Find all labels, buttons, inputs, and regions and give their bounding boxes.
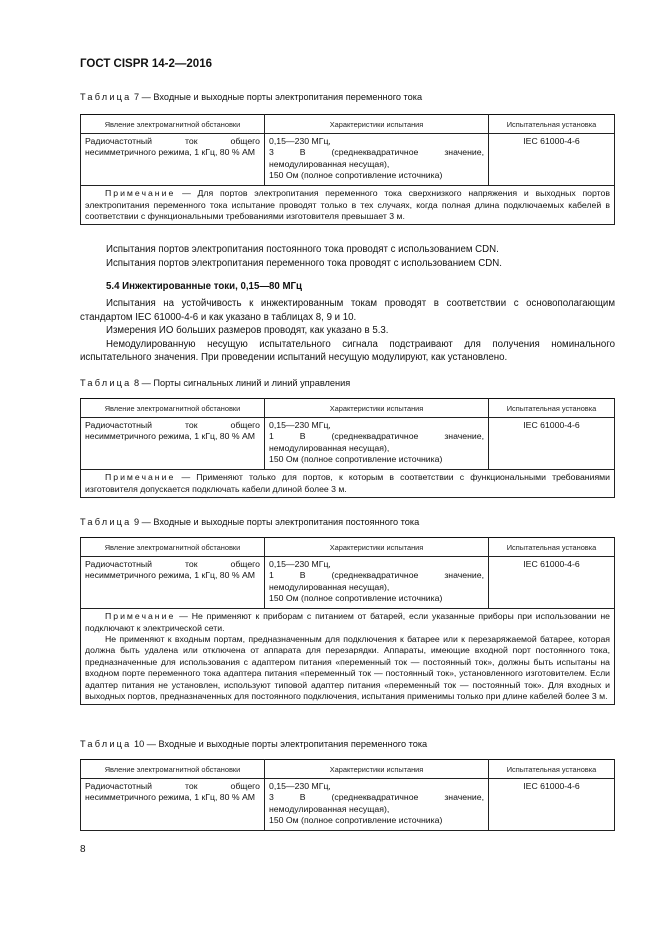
caption-text: 7 — Входные и выходные порты электропитания переменного тока <box>134 92 423 102</box>
table-8-caption <box>80 378 350 388</box>
table-7-caption <box>80 92 422 102</box>
col-header-characteristics: Характеристики испытания <box>265 760 489 779</box>
table-10 <box>80 759 615 831</box>
table-9-caption <box>80 517 419 527</box>
section-heading: 5.4 Инжектированные токи, 0,15—80 МГц <box>106 281 303 292</box>
char-line: 0,15—230 МГц, <box>269 559 331 570</box>
cell-setup: IEC 61000-4-6 <box>489 557 615 609</box>
note-text: — Не применяют к приборам с питанием от батарей, если указанные приборы при использовании не подключают к электрической сети. <box>85 611 610 633</box>
caption-text: 9 — Входные и выходные порты электропитания постоянного тока <box>134 517 420 527</box>
paragraph: Немодулированную несущую испытательного сигнала подстраивают для получения номинального испытательного значения. При проведении испытаний несущую модулируют, как установлено. <box>80 338 615 364</box>
note-text: — Для портов электропитания переменного тока сверхнизкого напряжения и выходных портов электропитания переменного тока испытание проводят только в тех случаях, когда полная длина подключаемых кабелей в соответствии с функциональными требованиями изготовителя превышает 3 м. <box>85 188 610 222</box>
note-word: Примечание <box>105 472 176 483</box>
cell-setup: IEC 61000-4-6 <box>489 779 615 831</box>
cell-characteristics <box>265 134 489 186</box>
note-word: Примечание <box>105 611 176 622</box>
caption-text: 8 — Порты сигнальных линий и линий управления <box>134 378 351 388</box>
col-header-phenomenon: Явление электромагнитной обстановки <box>81 115 265 134</box>
char-line: 0,15—230 МГц, <box>269 781 331 792</box>
col-header-phenomenon: Явление электромагнитной обстановки <box>81 399 265 418</box>
cell-characteristics <box>265 418 489 470</box>
col-header-characteristics: Характеристики испытания <box>265 115 489 134</box>
cell-phenomenon: Радиочастотный ток общего несимметричного режима, 1 кГц, 80 % АМ <box>81 779 265 831</box>
col-header-characteristics: Характеристики испытания <box>265 399 489 418</box>
paragraph: Испытания портов электропитания постоянного тока проводят с использованием CDN. <box>106 244 499 255</box>
char-line: 1 В (среднеквадратичное значение, немодулированная несущая), <box>269 431 484 453</box>
table-note <box>81 186 615 225</box>
char-line: 150 Ом (полное сопротивление источника) <box>269 814 443 825</box>
table-9 <box>80 537 615 705</box>
paragraph: Испытания на устойчивость к инжектированным токам проводят в соответствии с основополагающим стандартом IEC 61000-4-6 и как указано в таблицах 8, 9 и 10. <box>80 298 615 323</box>
cell-setup: IEC 61000-4-6 <box>489 134 615 186</box>
caption-text: 10 — Входные и выходные порты электропитания переменного тока <box>134 739 428 749</box>
char-line: 1 В (среднеквадратичное значение, немодулированная несущая), <box>269 570 484 592</box>
col-header-phenomenon: Явление электромагнитной обстановки <box>81 538 265 557</box>
document-header: ГОСТ CISPR 14-2—2016 <box>80 58 212 70</box>
table-note <box>81 470 615 498</box>
cell-phenomenon: Радиочастотный ток общего несимметричного режима, 1 кГц, 80 % АМ <box>81 418 265 470</box>
note-word: Примечание <box>105 188 176 199</box>
body-text-2 <box>80 297 615 365</box>
cell-characteristics <box>265 557 489 609</box>
col-header-phenomenon: Явление электромагнитной обстановки <box>81 760 265 779</box>
table-10-caption <box>80 739 427 749</box>
char-line: 3 В (среднеквадратичное значение, немодулированная несущая), <box>269 147 484 169</box>
note-paragraph: Не применяют к входным портам, предназначенным для подключения к батарее или к перезаряжаемой батарее, которая должна быть удалена или отключена от аппарата для перезарядки. Аппараты, имеющие входной порт постоянного тока, предназначенные для использования с адаптером питания «переменный ток — постоянный ток», должны быть испытаны на входном порте переменного тока адаптера питания «переменный ток — постоянный ток», установленного изготовителем. Если адаптер питания не установлен, используют типовой адаптер питания «переменный ток — постоянный ток». Для входных и выходных портов, предназначенных для постоянного подключения, испытания применимы только при длине кабелей более 3 м. <box>85 634 610 702</box>
table-7 <box>80 114 615 225</box>
caption-word: Таблица <box>80 739 132 749</box>
col-header-characteristics: Характеристики испытания <box>265 538 489 557</box>
cell-phenomenon: Радиочастотный ток общего несимметричного режима, 1 кГц, 80 % АМ <box>81 134 265 186</box>
page-number: 8 <box>80 844 86 855</box>
col-header-setup: Испытательная установка <box>489 399 615 418</box>
caption-word: Таблица <box>80 517 132 527</box>
caption-word: Таблица <box>80 378 132 388</box>
col-header-setup: Испытательная установка <box>489 538 615 557</box>
body-text-1 <box>80 243 615 270</box>
col-header-setup: Испытательная установка <box>489 115 615 134</box>
note-text: — Применяют только для портов, к которым в соответствии с функциональными требованиями изготовителя допускается подключать кабели длиной более 3 м. <box>85 472 610 494</box>
paragraph: Испытания портов электропитания переменного тока проводят с использованием CDN. <box>106 257 502 269</box>
char-line: 3 В (среднеквадратичное значение, немодулированная несущая), <box>269 792 484 814</box>
caption-word: Таблица <box>80 92 132 102</box>
col-header-setup: Испытательная установка <box>489 760 615 779</box>
char-line: 0,15—230 МГц, <box>269 136 331 147</box>
char-line: 150 Ом (полное сопротивление источника) <box>269 169 443 180</box>
table-note <box>81 609 615 705</box>
table-8 <box>80 398 615 498</box>
cell-phenomenon: Радиочастотный ток общего несимметричного режима, 1 кГц, 80 % АМ <box>81 557 265 609</box>
char-line: 150 Ом (полное сопротивление источника) <box>269 453 443 464</box>
char-line: 0,15—230 МГц, <box>269 420 331 431</box>
paragraph: Измерения ИО больших размеров проводят, как указано в 5.3. <box>106 325 389 337</box>
cell-setup: IEC 61000-4-6 <box>489 418 615 470</box>
cell-characteristics <box>265 779 489 831</box>
char-line: 150 Ом (полное сопротивление источника) <box>269 592 443 603</box>
